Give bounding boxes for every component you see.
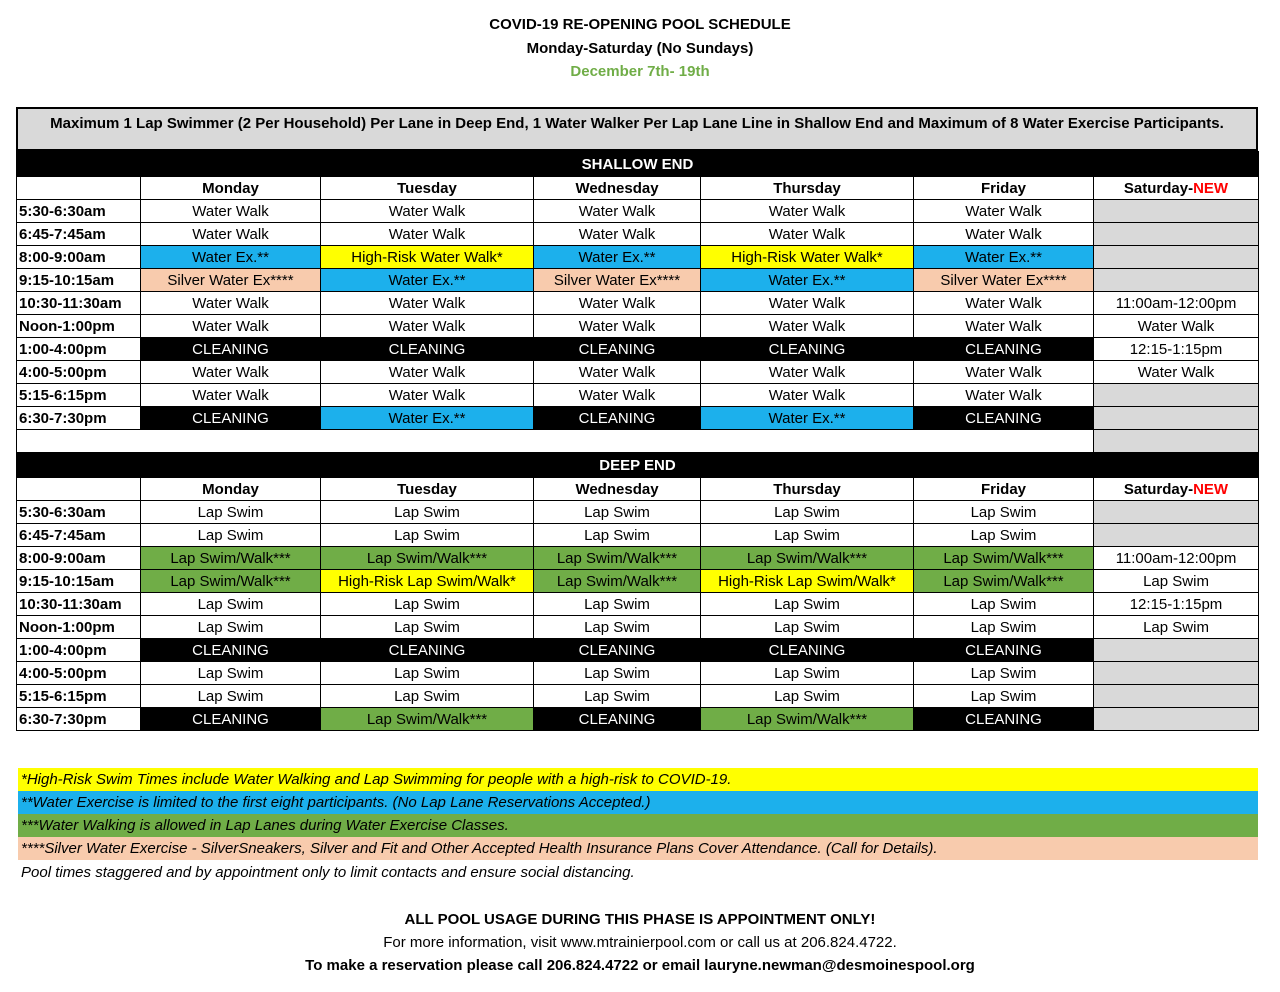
activity-cell: CLEANING [534, 708, 701, 731]
reservation-line: To make a reservation please call 206.824.4722 or email lauryne.newman@desmoinespool.org [305, 957, 975, 974]
activity-cell: CLEANING [914, 338, 1094, 361]
activity-cell: CLEANING [701, 639, 914, 662]
activity-cell: High-Risk Lap Swim/Walk* [321, 570, 534, 593]
day-header: Friday [914, 177, 1094, 200]
activity-cell: Lap Swim [141, 501, 321, 524]
activity-cell: Lap Swim [914, 593, 1094, 616]
saturday-cell: Water Walk [1094, 315, 1259, 338]
day-header: Monday [141, 478, 321, 501]
time-slot: 6:45-7:45am [17, 223, 141, 246]
activity-cell: Water Walk [914, 384, 1094, 407]
activity-cell: CLEANING [534, 639, 701, 662]
activity-cell: Water Walk [321, 384, 534, 407]
table-row [17, 407, 1259, 430]
activity-cell: Water Walk [701, 361, 914, 384]
activity-cell: Lap Swim [141, 593, 321, 616]
activity-cell: Water Walk [914, 361, 1094, 384]
distancing-note: Pool times staggered and by appointment only to limit contacts and ensure social distancing. [21, 864, 635, 881]
table-row [17, 685, 1259, 708]
time-slot: 4:00-5:00pm [17, 361, 141, 384]
legend-item: **Water Exercise is limited to the first eight participants. (No Lap Lane Reservations Accepted.) [18, 791, 1258, 814]
saturday-cell: Lap Swim [1094, 570, 1259, 593]
activity-cell: CLEANING [141, 407, 321, 430]
activity-cell: Lap Swim/Walk*** [534, 547, 701, 570]
new-badge: NEW [1193, 480, 1229, 498]
activity-cell: Lap Swim [141, 616, 321, 639]
corner-cell [17, 478, 141, 501]
activity-cell: Water Walk [701, 292, 914, 315]
table-row [17, 616, 1259, 639]
saturday-label: Saturday- [1123, 179, 1194, 197]
saturday-cell [1094, 639, 1259, 662]
time-slot: 1:00-4:00pm [17, 338, 141, 361]
saturday-cell: Water Walk [1094, 361, 1259, 384]
saturday-cell [1094, 662, 1259, 685]
activity-cell: Lap Swim/Walk*** [141, 547, 321, 570]
activity-cell: Lap Swim [914, 685, 1094, 708]
activity-cell: Silver Water Ex**** [914, 269, 1094, 292]
table-row [17, 200, 1259, 223]
activity-cell: Water Walk [701, 200, 914, 223]
page-title: COVID-19 RE-OPENING POOL SCHEDULE [489, 16, 791, 33]
activity-cell: High-Risk Water Walk* [701, 246, 914, 269]
activity-cell: Water Walk [701, 384, 914, 407]
activity-cell: Lap Swim/Walk*** [321, 547, 534, 570]
activity-cell: Water Walk [321, 361, 534, 384]
saturday-cell [1094, 269, 1259, 292]
time-slot: 8:00-9:00am [17, 547, 141, 570]
date-range: December 7th- 19th [570, 63, 710, 80]
activity-cell: Lap Swim [914, 524, 1094, 547]
deep-end-section [17, 453, 1259, 731]
time-slot: 1:00-4:00pm [17, 639, 141, 662]
day-header: Friday [914, 478, 1094, 501]
activity-cell: Water Ex.** [701, 407, 914, 430]
shallow-banner: SHALLOW END [17, 152, 1259, 177]
time-slot: 4:00-5:00pm [17, 662, 141, 685]
activity-cell: Lap Swim [141, 662, 321, 685]
activity-cell: Lap Swim [534, 662, 701, 685]
activity-cell: Water Walk [914, 200, 1094, 223]
activity-cell: Silver Water Ex**** [141, 269, 321, 292]
table-row [17, 547, 1259, 570]
activity-cell: Lap Swim [914, 501, 1094, 524]
activity-cell: Lap Swim [701, 616, 914, 639]
activity-cell: Water Walk [534, 200, 701, 223]
saturday-cell: Lap Swim [1094, 616, 1259, 639]
table-row [17, 570, 1259, 593]
activity-cell: CLEANING [141, 708, 321, 731]
shallow-end-section [17, 152, 1259, 430]
table-row [17, 593, 1259, 616]
activity-cell: Lap Swim [701, 524, 914, 547]
capacity-notice: Maximum 1 Lap Swimmer (2 Per Household) Per Lane in Deep End, 1 Water Walker Per Lap Lane Line in Shallow End and Maximum of 8 Water Exercise Participants. [16, 107, 1258, 151]
saturday-cell: 11:00am-12:00pm [1094, 547, 1259, 570]
activity-cell: Lap Swim [534, 593, 701, 616]
time-slot: Noon-1:00pm [17, 616, 141, 639]
activity-cell: Lap Swim [534, 685, 701, 708]
day-header: Wednesday [534, 478, 701, 501]
day-header-saturday [1094, 478, 1259, 501]
time-slot: 5:15-6:15pm [17, 384, 141, 407]
day-header: Wednesday [534, 177, 701, 200]
activity-cell: Lap Swim [914, 662, 1094, 685]
time-slot: Noon-1:00pm [17, 315, 141, 338]
saturday-cell [1094, 685, 1259, 708]
activity-cell: Water Walk [141, 200, 321, 223]
time-slot: 5:30-6:30am [17, 501, 141, 524]
saturday-cell [1094, 708, 1259, 731]
saturday-cell [1094, 200, 1259, 223]
activity-cell: Water Walk [534, 223, 701, 246]
table-row [17, 361, 1259, 384]
day-header: Monday [141, 177, 321, 200]
activity-cell: Lap Swim [534, 524, 701, 547]
time-slot: 9:15-10:15am [17, 269, 141, 292]
activity-cell: Water Walk [321, 292, 534, 315]
table-row [17, 708, 1259, 731]
deep-banner: DEEP END [17, 453, 1259, 478]
activity-cell: CLEANING [141, 639, 321, 662]
activity-cell: Water Ex.** [914, 246, 1094, 269]
saturday-cell: 12:15-1:15pm [1094, 338, 1259, 361]
saturday-cell: 11:00am-12:00pm [1094, 292, 1259, 315]
table-row [17, 315, 1259, 338]
activity-cell: Water Walk [534, 292, 701, 315]
legend [18, 768, 1258, 860]
table-row [17, 223, 1259, 246]
legend-item: ****Silver Water Exercise - SilverSneakers, Silver and Fit and Other Accepted Health Insurance Plans Cover Attendance. (Call for Details). [18, 837, 1258, 860]
table-row [17, 639, 1259, 662]
saturday-cell [1094, 524, 1259, 547]
legend-item: ***Water Walking is allowed in Lap Lanes during Water Exercise Classes. [18, 814, 1258, 837]
activity-cell: Lap Swim/Walk*** [141, 570, 321, 593]
activity-cell: Lap Swim [534, 616, 701, 639]
activity-cell: Water Ex.** [701, 269, 914, 292]
activity-cell: Lap Swim [141, 685, 321, 708]
activity-cell: Lap Swim [321, 593, 534, 616]
schedule-table [16, 107, 1258, 731]
activity-cell: Water Walk [321, 200, 534, 223]
table-row [17, 269, 1259, 292]
activity-cell: Water Walk [141, 315, 321, 338]
activity-cell: CLEANING [534, 407, 701, 430]
activity-cell: Lap Swim [701, 685, 914, 708]
activity-cell: High-Risk Lap Swim/Walk* [701, 570, 914, 593]
table-row [17, 384, 1259, 407]
info-line: For more information, visit www.mtrainierpool.com or call us at 206.824.4722. [383, 934, 897, 951]
saturday-cell: 12:15-1:15pm [1094, 593, 1259, 616]
time-slot: 10:30-11:30am [17, 593, 141, 616]
activity-cell: Water Walk [534, 361, 701, 384]
activity-cell: Water Walk [141, 361, 321, 384]
legend-item: *High-Risk Swim Times include Water Walking and Lap Swimming for people with a high-risk to COVID-19. [18, 768, 1258, 791]
day-header: Tuesday [321, 177, 534, 200]
activity-cell: Lap Swim [321, 662, 534, 685]
activity-cell: Water Ex.** [141, 246, 321, 269]
activity-cell: CLEANING [914, 708, 1094, 731]
appointment-only-notice: ALL POOL USAGE DURING THIS PHASE IS APPOINTMENT ONLY! [404, 911, 876, 928]
saturday-cell [1094, 246, 1259, 269]
activity-cell: Water Walk [914, 315, 1094, 338]
activity-cell: CLEANING [534, 338, 701, 361]
time-slot: 6:30-7:30pm [17, 708, 141, 731]
activity-cell: Water Walk [914, 292, 1094, 315]
activity-cell: Water Ex.** [534, 246, 701, 269]
activity-cell: Lap Swim/Walk*** [914, 570, 1094, 593]
activity-cell: CLEANING [141, 338, 321, 361]
table-row [17, 338, 1259, 361]
activity-cell: Lap Swim [701, 501, 914, 524]
time-slot: 9:15-10:15am [17, 570, 141, 593]
activity-cell: Lap Swim [321, 524, 534, 547]
activity-cell: Water Ex.** [321, 407, 534, 430]
activity-cell: Lap Swim/Walk*** [321, 708, 534, 731]
time-slot: 6:30-7:30pm [17, 407, 141, 430]
page-subtitle: Monday-Saturday (No Sundays) [526, 40, 754, 57]
activity-cell: Water Walk [141, 384, 321, 407]
table-row [17, 662, 1259, 685]
activity-cell: Water Walk [141, 292, 321, 315]
time-slot: 8:00-9:00am [17, 246, 141, 269]
activity-cell: Water Walk [534, 315, 701, 338]
activity-cell: Water Ex.** [321, 269, 534, 292]
saturday-cell [1094, 384, 1259, 407]
activity-cell: CLEANING [914, 639, 1094, 662]
activity-cell: High-Risk Water Walk* [321, 246, 534, 269]
activity-cell: CLEANING [321, 639, 534, 662]
saturday-label: Saturday- [1123, 480, 1194, 498]
activity-cell: Water Walk [141, 223, 321, 246]
section-gap [17, 430, 1259, 453]
activity-cell: Lap Swim/Walk*** [534, 570, 701, 593]
activity-cell: Lap Swim [141, 524, 321, 547]
activity-cell: CLEANING [701, 338, 914, 361]
activity-cell: Lap Swim [534, 501, 701, 524]
activity-cell: CLEANING [321, 338, 534, 361]
corner-cell [17, 177, 141, 200]
day-header: Thursday [701, 478, 914, 501]
activity-cell: Water Walk [321, 315, 534, 338]
activity-cell: Lap Swim [701, 662, 914, 685]
activity-cell: Lap Swim [321, 685, 534, 708]
time-slot: 5:15-6:15pm [17, 685, 141, 708]
new-badge: NEW [1193, 179, 1229, 197]
day-header: Tuesday [321, 478, 534, 501]
activity-cell: Lap Swim [321, 616, 534, 639]
table-row [17, 292, 1259, 315]
activity-cell: Lap Swim [701, 593, 914, 616]
activity-cell: Water Walk [321, 223, 534, 246]
activity-cell: Lap Swim [914, 616, 1094, 639]
time-slot: 5:30-6:30am [17, 200, 141, 223]
activity-cell: Lap Swim/Walk*** [701, 708, 914, 731]
activity-cell: Water Walk [534, 384, 701, 407]
activity-cell: Water Walk [701, 315, 914, 338]
table-row [17, 246, 1259, 269]
activity-cell: Lap Swim/Walk*** [914, 547, 1094, 570]
time-slot: 6:45-7:45am [17, 524, 141, 547]
table-row [17, 501, 1259, 524]
day-header-saturday [1094, 177, 1259, 200]
time-slot: 10:30-11:30am [17, 292, 141, 315]
activity-cell: CLEANING [914, 407, 1094, 430]
activity-cell: Water Walk [701, 223, 914, 246]
saturday-cell [1094, 407, 1259, 430]
activity-cell: Lap Swim/Walk*** [701, 547, 914, 570]
saturday-cell [1094, 223, 1259, 246]
activity-cell: Lap Swim [321, 501, 534, 524]
day-header: Thursday [701, 177, 914, 200]
activity-cell: Silver Water Ex**** [534, 269, 701, 292]
table-row [17, 524, 1259, 547]
activity-cell: Water Walk [914, 223, 1094, 246]
saturday-cell [1094, 501, 1259, 524]
